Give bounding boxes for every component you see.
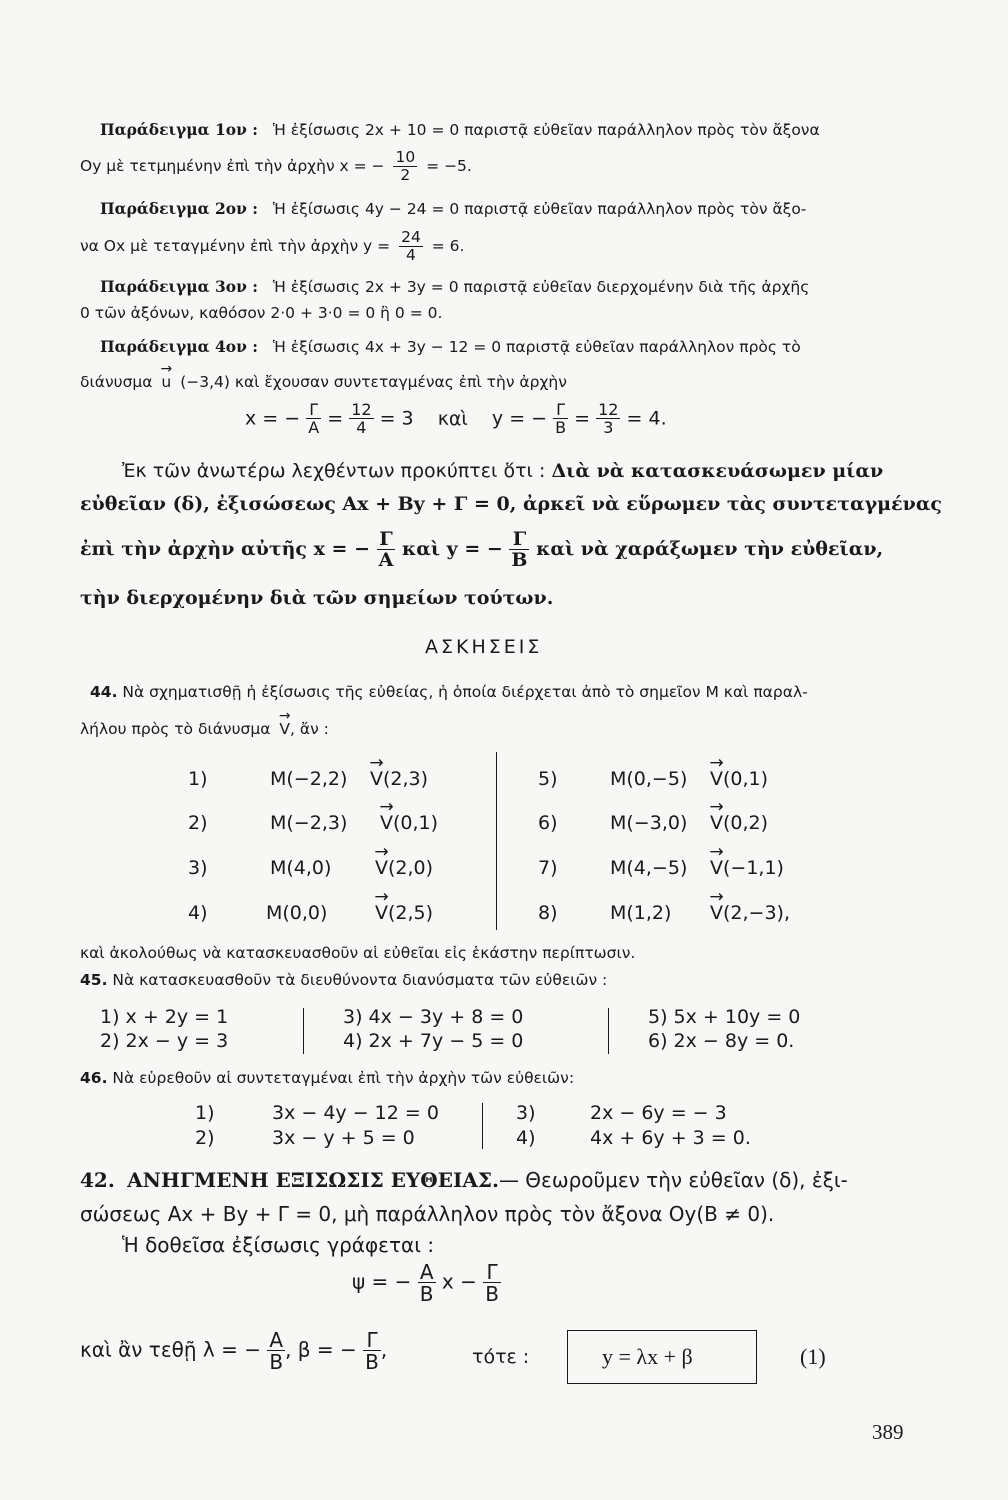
fraction-num: 24 bbox=[401, 228, 421, 246]
vector-value: (0,2) bbox=[723, 812, 769, 834]
page-number: 389 bbox=[872, 1420, 904, 1444]
fraction-num: 12 bbox=[351, 400, 372, 419]
fraction-num: 10 bbox=[395, 148, 416, 166]
conclusion-line-2: εὐθεῖαν (δ), ἐξισώσεως Ax + By + Γ = 0, ἀρκεῖ νὰ εὕρωμεν τὰς συντεταγμένας bbox=[80, 493, 943, 515]
ex46-item bbox=[516, 1102, 727, 1124]
fraction-num: Γ bbox=[379, 528, 393, 550]
ex45-item: 1) x + 2y = 1 bbox=[100, 1006, 229, 1028]
exercise-44-text: Νὰ σχηματισθῇ ἡ ἐξίσωσις τῆς εὐθείας, ἡ ὁποία διέρχεται ἀπὸ τὸ σημεῖον M καὶ παραλ- bbox=[122, 683, 808, 701]
item-number: 5) bbox=[538, 768, 558, 790]
equation: 2x − 6y = − 3 bbox=[590, 1102, 727, 1124]
formula-x: x − bbox=[441, 1269, 477, 1294]
example-4-cont bbox=[80, 373, 567, 391]
conclusion-line-1 bbox=[122, 460, 883, 482]
ex46-item bbox=[516, 1127, 751, 1149]
equals: = bbox=[327, 407, 344, 430]
conclusion-y: καὶ y = − bbox=[402, 538, 503, 560]
conclusion-intro: Ἐκ τῶν ἀνωτέρω λεχθέντων προκύπτει ὅτι : bbox=[122, 460, 546, 482]
fraction-den: Β bbox=[555, 418, 567, 437]
example-4 bbox=[100, 337, 801, 356]
ex44-row bbox=[188, 812, 439, 834]
vector-v: → V bbox=[710, 902, 723, 924]
vector-v: → V bbox=[279, 720, 290, 738]
conclusion-line-4: τὴν διερχομένην διὰ τῶν σημείων τούτων. bbox=[80, 587, 554, 609]
section-title: ΑΝΗΓΜΕΝΗ ΕΞΙΣΩΣΙΣ ΕΥΘΕΙΑΣ. bbox=[127, 1168, 499, 1192]
vector-v: → V bbox=[370, 768, 383, 790]
point-m: M(−2,2) bbox=[270, 768, 348, 790]
vector-v: → V bbox=[380, 812, 393, 834]
example-4-formula bbox=[245, 402, 667, 436]
ex46-item bbox=[195, 1102, 439, 1124]
fraction-den: 2 bbox=[393, 166, 417, 184]
example-1-text: Ἡ ἐξίσωσις 2x + 10 = 0 παριστᾷ εὐθεῖαν παράλληλον πρὸς τὸν ἄξονα bbox=[272, 121, 820, 139]
section-42-formula bbox=[352, 1262, 501, 1304]
section-42-line-3: Ἡ δοθεῖσα ἐξίσωσις γράφεται : bbox=[122, 1233, 435, 1257]
example-2-cont bbox=[80, 230, 464, 263]
example-2-result: = 6. bbox=[431, 237, 465, 255]
fraction-num: Γ bbox=[309, 400, 319, 419]
exercise-number: 44. bbox=[90, 683, 118, 701]
fraction-den: Α bbox=[378, 549, 394, 571]
fraction-num: Γ bbox=[512, 528, 527, 550]
item-number: 3) bbox=[516, 1102, 536, 1124]
lambda-def: καὶ ἂν τεθῇ λ = − bbox=[80, 1337, 261, 1362]
fraction-den: B bbox=[485, 1282, 499, 1306]
item-number: 1) bbox=[195, 1102, 215, 1124]
beta-def: , β = − bbox=[285, 1337, 357, 1362]
point-m: M(−3,0) bbox=[610, 812, 688, 834]
exercise-number: 46. bbox=[80, 1069, 108, 1087]
example-2-text: Ἡ ἐξίσωσις 4y − 24 = 0 παριστᾷ εὐθεῖαν παράλληλον πρὸς τὸν ἄξο- bbox=[272, 200, 807, 218]
exercise-44-cont-pre: λήλου πρὸς τὸ διάνυσμα bbox=[80, 720, 271, 738]
example-1 bbox=[100, 120, 820, 139]
exercise-44-after: καὶ ἀκολούθως νὰ κατασκευασθοῦν αἱ εὐθεῖαι εἰς ἑκάστην περίπτωσιν. bbox=[80, 944, 636, 962]
conclusion-x: ἐπὶ τὴν ἀρχὴν αὐτῆς x = − bbox=[80, 538, 371, 560]
equation: 3x − 4y − 12 = 0 bbox=[272, 1102, 439, 1124]
point-m: M(0,−5) bbox=[610, 768, 688, 790]
vector-value: (2,5) bbox=[388, 902, 434, 924]
point-m: M(0,0) bbox=[266, 902, 328, 924]
example-3-cont: 0 τῶν ἀξόνων, καθόσον 2·0 + 3·0 = 0 ἢ 0 = 0. bbox=[80, 304, 443, 322]
point-m: M(1,2) bbox=[610, 902, 672, 924]
fraction-num: Γ bbox=[486, 1260, 498, 1284]
example-2-cont-text: να Ox μὲ τεταγμένην ἐπὶ τὴν ἀρχὴν y = bbox=[80, 237, 391, 255]
ex44-row bbox=[538, 902, 791, 924]
column-divider bbox=[303, 1008, 304, 1054]
example-2-label: Παράδειγμα 2ον : bbox=[100, 199, 258, 218]
section-number: 42. bbox=[80, 1168, 115, 1192]
fraction-den: Α bbox=[308, 418, 320, 437]
equals: = bbox=[574, 407, 591, 430]
formula-y-result: = 4. bbox=[626, 407, 667, 430]
column-divider bbox=[608, 1008, 609, 1054]
vector-value: (2,0) bbox=[388, 857, 434, 879]
section-42-intro: — Θεωροῦμεν τὴν εὐθεῖαν (δ), ἐξι- bbox=[498, 1168, 848, 1192]
fraction-num: A bbox=[269, 1328, 284, 1352]
exercise-number: 45. bbox=[80, 971, 108, 989]
fraction-num: A bbox=[419, 1260, 434, 1284]
fraction-den: B bbox=[365, 1350, 379, 1374]
example-4-cont-post: (−3,4) καὶ ἔχουσαν συντεταγμένας ἐπὶ τὴν ἀρχὴν bbox=[180, 373, 567, 391]
example-3 bbox=[100, 277, 809, 296]
item-number: 1) bbox=[188, 768, 208, 790]
item-number: 4) bbox=[516, 1127, 536, 1149]
vector-value: (2,3) bbox=[383, 768, 429, 790]
exercise-45-text: Νὰ κατασκευασθοῦν τὰ διευθύνοντα διανύσματα τῶν εὐθειῶν : bbox=[112, 971, 608, 989]
ex44-row bbox=[538, 768, 769, 790]
ex44-row bbox=[538, 812, 769, 834]
section-42-line-5 bbox=[80, 1330, 387, 1372]
conclusion-end: καὶ νὰ χαράξωμεν τὴν εὐθεῖαν, bbox=[536, 538, 884, 560]
equation: 3x − y + 5 = 0 bbox=[272, 1127, 415, 1149]
fraction-den: B bbox=[269, 1350, 284, 1374]
formula-y-lhs: y = − bbox=[491, 407, 548, 430]
vector-u: → u bbox=[161, 373, 171, 391]
ex45-item: 5) 5x + 10y = 0 bbox=[648, 1006, 801, 1028]
formula-x-result: = 3 bbox=[379, 407, 414, 430]
ex44-row bbox=[188, 768, 429, 790]
point-m: M(4,0) bbox=[270, 857, 332, 879]
vector-v: → V bbox=[710, 857, 723, 879]
exercise-44 bbox=[90, 683, 808, 701]
exercise-46 bbox=[80, 1069, 574, 1087]
example-4-cont-pre: διάνυσμα bbox=[80, 373, 153, 391]
column-divider bbox=[482, 1103, 483, 1149]
exercises-heading: ΑΣΚΗΣΕΙΣ bbox=[425, 636, 543, 658]
equation-number: (1) bbox=[800, 1344, 826, 1369]
item-number: 7) bbox=[538, 857, 558, 879]
comma: , bbox=[380, 1337, 388, 1362]
exercise-46-text: Νὰ εὑρεθοῦν αἱ συντεταγμέναι ἐπὶ τὴν ἀρχὴν τῶν εὐθειῶν: bbox=[112, 1069, 575, 1087]
fraction-num: 12 bbox=[598, 400, 619, 419]
vector-v: → V bbox=[710, 812, 723, 834]
formula-lhs: ψ = − bbox=[352, 1269, 412, 1294]
vector-value: (2,−3), bbox=[723, 902, 791, 924]
vector-v: → V bbox=[375, 902, 388, 924]
section-42-line-1 bbox=[80, 1168, 848, 1192]
fraction-den: 3 bbox=[596, 418, 620, 436]
example-4-text: Ἡ ἐξίσωσις 4x + 3y − 12 = 0 παριστᾷ εὐθεῖαν παράλληλον πρὸς τὸ bbox=[272, 338, 801, 356]
conclusion-line-3 bbox=[80, 530, 883, 570]
example-1-result: = −5. bbox=[426, 157, 472, 175]
point-m: M(−2,3) bbox=[270, 812, 348, 834]
formula-and: καὶ bbox=[437, 407, 468, 430]
example-4-label: Παράδειγμα 4ον : bbox=[100, 337, 258, 356]
item-number: 8) bbox=[538, 902, 558, 924]
ex45-item: 4) 2x + 7y − 5 = 0 bbox=[343, 1030, 524, 1052]
vector-value: (0,1) bbox=[393, 812, 439, 834]
section-42-line-2: σώσεως Ax + By + Γ = 0, μὴ παράλληλον πρὸς τὸν ἄξονα Oy(B ≠ 0). bbox=[80, 1202, 775, 1226]
ex45-item: 6) 2x − 8y = 0. bbox=[648, 1030, 795, 1052]
ex45-item: 3) 4x − 3y + 8 = 0 bbox=[343, 1006, 524, 1028]
vector-v: → V bbox=[375, 857, 388, 879]
fraction-den: B bbox=[419, 1282, 434, 1306]
example-3-label: Παράδειγμα 3ον : bbox=[100, 277, 258, 296]
example-1-label: Παράδειγμα 1ον : bbox=[100, 120, 258, 139]
boxed-equation bbox=[567, 1330, 757, 1384]
example-3-text: Ἡ ἐξίσωσις 2x + 3y = 0 παριστᾷ εὐθεῖαν διερχομένην διὰ τῆς ἀρχῆς bbox=[272, 278, 810, 296]
tote-label: τότε : bbox=[472, 1346, 530, 1368]
fraction-num: Γ bbox=[366, 1328, 378, 1352]
fraction-den: Β bbox=[511, 549, 528, 571]
table-divider bbox=[496, 752, 497, 930]
fraction-num: Γ bbox=[556, 400, 566, 419]
item-number: 3) bbox=[188, 857, 208, 879]
vector-value: (−1,1) bbox=[723, 857, 784, 879]
boxed-equation-text: y = λx + β bbox=[602, 1344, 693, 1369]
example-1-cont bbox=[80, 150, 472, 183]
exercise-44-cont bbox=[80, 720, 329, 738]
vector-value: (0,1) bbox=[723, 768, 769, 790]
item-number: 6) bbox=[538, 812, 558, 834]
item-number: 4) bbox=[188, 902, 208, 924]
fraction-den: 4 bbox=[349, 418, 373, 436]
ex44-row bbox=[538, 857, 784, 879]
ex44-row bbox=[188, 902, 434, 924]
vector-v: → V bbox=[710, 768, 723, 790]
equation: 4x + 6y + 3 = 0. bbox=[590, 1127, 751, 1149]
exercise-45 bbox=[80, 971, 607, 989]
fraction-den: 4 bbox=[399, 246, 423, 264]
point-m: M(4,−5) bbox=[610, 857, 688, 879]
item-number: 2) bbox=[195, 1127, 215, 1149]
example-2 bbox=[100, 199, 806, 218]
conclusion-bold: Διὰ νὰ κατασκευάσωμεν μίαν bbox=[551, 460, 884, 482]
exercise-44-cont-post: , ἄν : bbox=[290, 720, 329, 738]
ex44-row bbox=[188, 857, 434, 879]
ex45-item: 2) 2x − y = 3 bbox=[100, 1030, 229, 1052]
item-number: 2) bbox=[188, 812, 208, 834]
example-1-cont-text: Oy μὲ τετμημένην ἐπὶ τὴν ἀρχὴν x = − bbox=[80, 157, 385, 175]
formula-x-lhs: x = − bbox=[245, 407, 301, 430]
ex46-item bbox=[195, 1127, 415, 1149]
